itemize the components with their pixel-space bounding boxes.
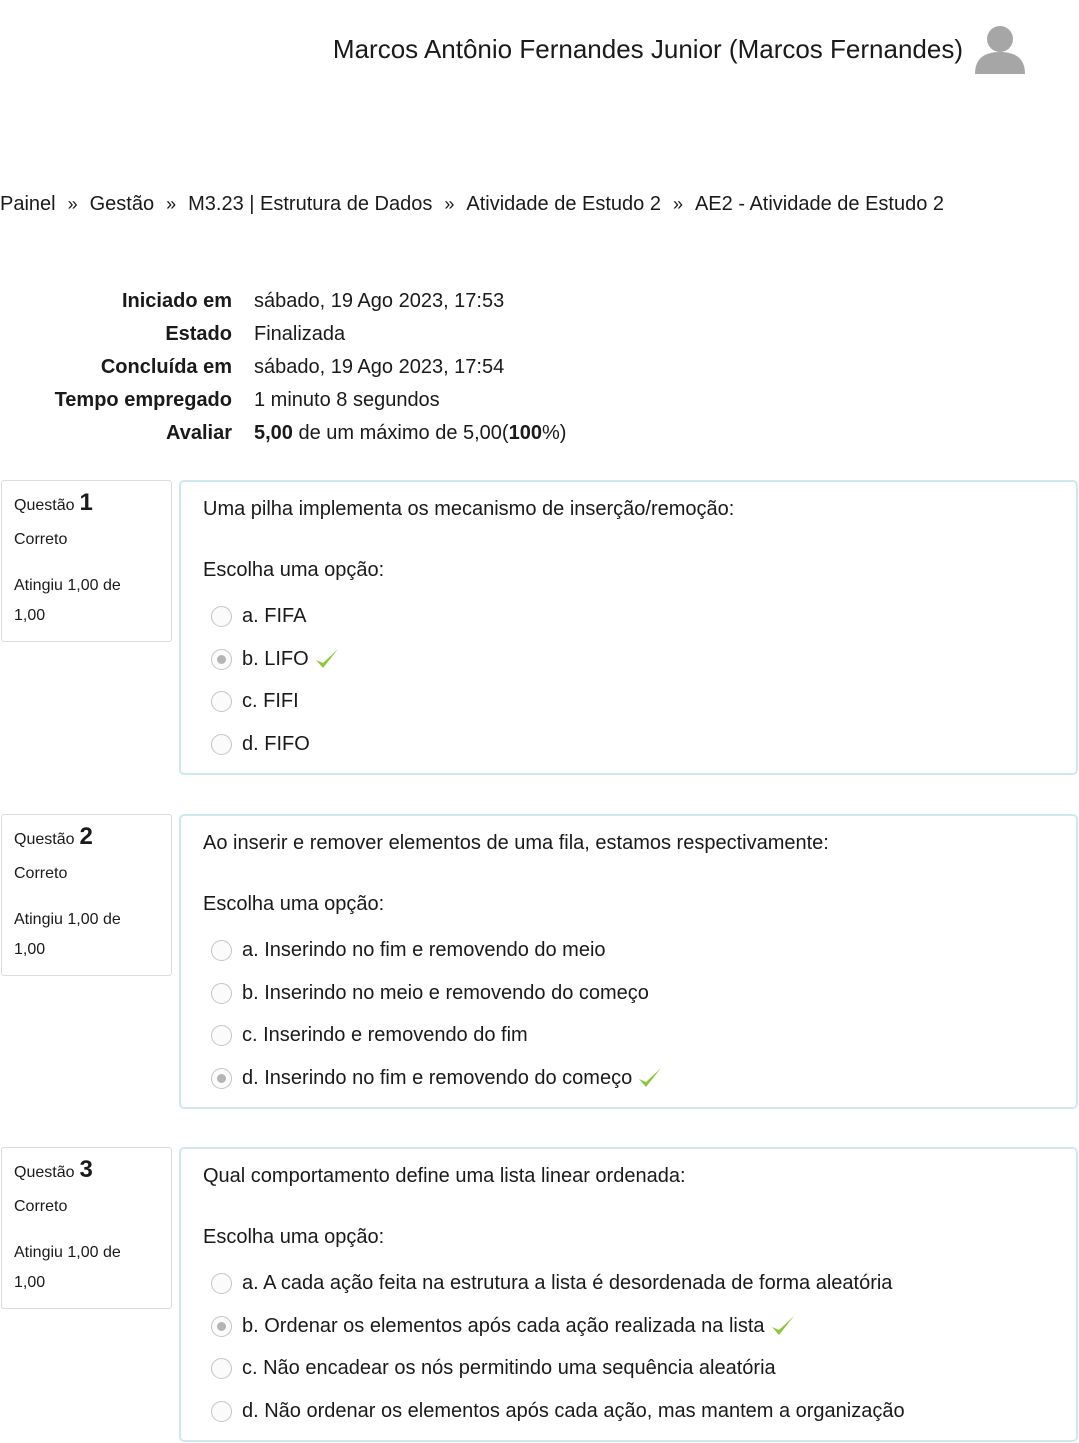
question-content: [179, 814, 1078, 1109]
summary-value: 1 minuto 8 segundos: [254, 389, 440, 411]
question-label: Questão: [14, 1164, 75, 1181]
radio-button[interactable]: [211, 1273, 232, 1294]
breadcrumb-gestao[interactable]: Gestão: [89, 193, 155, 215]
question-info: [1, 1147, 172, 1309]
question-state: Correto: [14, 865, 68, 882]
summary-state: [0, 318, 566, 351]
radio-button[interactable]: [211, 734, 232, 755]
summary-label: Concluída em: [100, 356, 232, 378]
answer-option[interactable]: [203, 1057, 1076, 1100]
grade-middle: de um máximo de 5,00(: [292, 422, 509, 444]
answer-label: d. Não ordenar os elementos após cada ação, mas mantem a organização: [242, 1399, 905, 1422]
answer-label: b. Ordenar os elementos após cada ação realizada na lista: [242, 1314, 765, 1337]
breadcrumb: [0, 193, 944, 216]
question-number: 1: [79, 489, 93, 516]
answer-option[interactable]: [203, 1305, 1076, 1348]
breadcrumb-course[interactable]: M3.23 | Estrutura de Dados: [188, 193, 433, 215]
answer-option[interactable]: [203, 972, 1076, 1015]
answer-option[interactable]: [203, 1390, 1076, 1433]
summary-value: Finalizada: [254, 323, 346, 345]
correct-check-icon: [636, 1064, 664, 1092]
answer-option[interactable]: [203, 638, 1076, 681]
summary-label: Estado: [165, 323, 232, 345]
breadcrumb-separator: »: [444, 194, 455, 214]
summary-completed: [0, 351, 566, 384]
grade-end: %): [541, 422, 567, 444]
grade-score: 5,00: [254, 422, 293, 444]
answer-label: d. FIFO: [242, 732, 310, 755]
answer-list: [203, 1262, 1076, 1433]
question-info: [1, 480, 172, 642]
user-menu[interactable]: [333, 22, 1027, 76]
answer-label: c. Não encadear os nós permitindo uma sequência aleatória: [242, 1357, 776, 1380]
breadcrumb-painel[interactable]: Painel: [0, 193, 56, 215]
question-text: Ao inserir e remover elementos de uma fila, estamos respectivamente:: [203, 832, 829, 854]
question-prompt: Escolha uma opção:: [203, 893, 385, 915]
breadcrumb-separator: »: [672, 194, 683, 214]
radio-button-selected[interactable]: [211, 1068, 232, 1089]
answer-label: a. A cada ação feita na estrutura a lista é desordenada de forma aleatória: [242, 1271, 893, 1294]
radio-button[interactable]: [211, 940, 232, 961]
answer-list: [203, 595, 1076, 766]
user-name[interactable]: Marcos Antônio Fernandes Junior (Marcos Fernandes): [332, 33, 963, 64]
answer-option[interactable]: [203, 1014, 1076, 1057]
answer-label: b. Inserindo no meio e removendo do começo: [242, 981, 649, 1004]
radio-button-selected[interactable]: [211, 1316, 232, 1337]
answer-label: c. Inserindo e removendo do fim: [242, 1024, 528, 1047]
answer-label: a. Inserindo no fim e removendo do meio: [242, 938, 606, 961]
radio-button[interactable]: [211, 691, 232, 712]
answer-label: a. FIFA: [242, 604, 307, 627]
radio-button[interactable]: [211, 1401, 232, 1422]
question-grade: Atingiu 1,00 de 1,00: [14, 911, 121, 958]
correct-check-icon: [769, 1312, 797, 1340]
answer-label: b. LIFO: [242, 647, 309, 670]
answer-option[interactable]: [203, 680, 1076, 723]
answer-option[interactable]: [203, 595, 1076, 638]
question-text: Qual comportamento define uma lista linear ordenada:: [203, 1165, 686, 1187]
answer-option[interactable]: [203, 1347, 1076, 1390]
grade-percent: 100: [508, 422, 542, 444]
summary-started: [0, 285, 566, 318]
breadcrumb-separator: »: [67, 194, 78, 214]
answer-option[interactable]: [203, 723, 1076, 766]
question-number: 3: [79, 1156, 93, 1183]
question-state: Correto: [14, 531, 68, 548]
radio-button[interactable]: [211, 983, 232, 1004]
correct-check-icon: [313, 645, 341, 673]
question-content: [179, 480, 1078, 775]
breadcrumb-activity[interactable]: AE2 - Atividade de Estudo 2: [694, 193, 945, 215]
question-prompt: Escolha uma opção:: [203, 559, 385, 581]
breadcrumb-section[interactable]: Atividade de Estudo 2: [466, 193, 661, 215]
summary-label: Iniciado em: [121, 290, 232, 312]
user-avatar-icon[interactable]: [973, 22, 1027, 76]
summary-time: [0, 384, 566, 417]
summary-value: [232, 422, 566, 445]
question-label: Questão: [14, 831, 75, 848]
question-label: Questão: [14, 497, 75, 514]
question-content: [179, 1147, 1078, 1442]
question-grade: Atingiu 1,00 de 1,00: [14, 577, 121, 624]
answer-option[interactable]: [203, 1262, 1076, 1305]
summary-grade: [0, 417, 566, 450]
question-number: 2: [79, 823, 93, 850]
summary-label: Avaliar: [166, 422, 232, 444]
question-info: [1, 814, 172, 976]
summary-value: sábado, 19 Ago 2023, 17:54: [254, 356, 505, 378]
question-text: Uma pilha implementa os mecanismo de inserção/remoção:: [203, 498, 735, 520]
breadcrumb-separator: »: [166, 194, 177, 214]
attempt-summary: [0, 285, 566, 450]
radio-button[interactable]: [211, 1358, 232, 1379]
question-state: Correto: [14, 1198, 68, 1215]
radio-button[interactable]: [211, 606, 232, 627]
answer-label: c. FIFI: [242, 690, 299, 713]
radio-button-selected[interactable]: [211, 649, 232, 670]
question-prompt: Escolha uma opção:: [203, 1226, 385, 1248]
radio-button[interactable]: [211, 1025, 232, 1046]
summary-value: sábado, 19 Ago 2023, 17:53: [254, 290, 505, 312]
answer-list: [203, 929, 1076, 1100]
answer-label: d. Inserindo no fim e removendo do começo: [242, 1066, 633, 1089]
answer-option[interactable]: [203, 929, 1076, 972]
question-grade: Atingiu 1,00 de 1,00: [14, 1244, 121, 1291]
summary-label: Tempo empregado: [54, 389, 232, 411]
